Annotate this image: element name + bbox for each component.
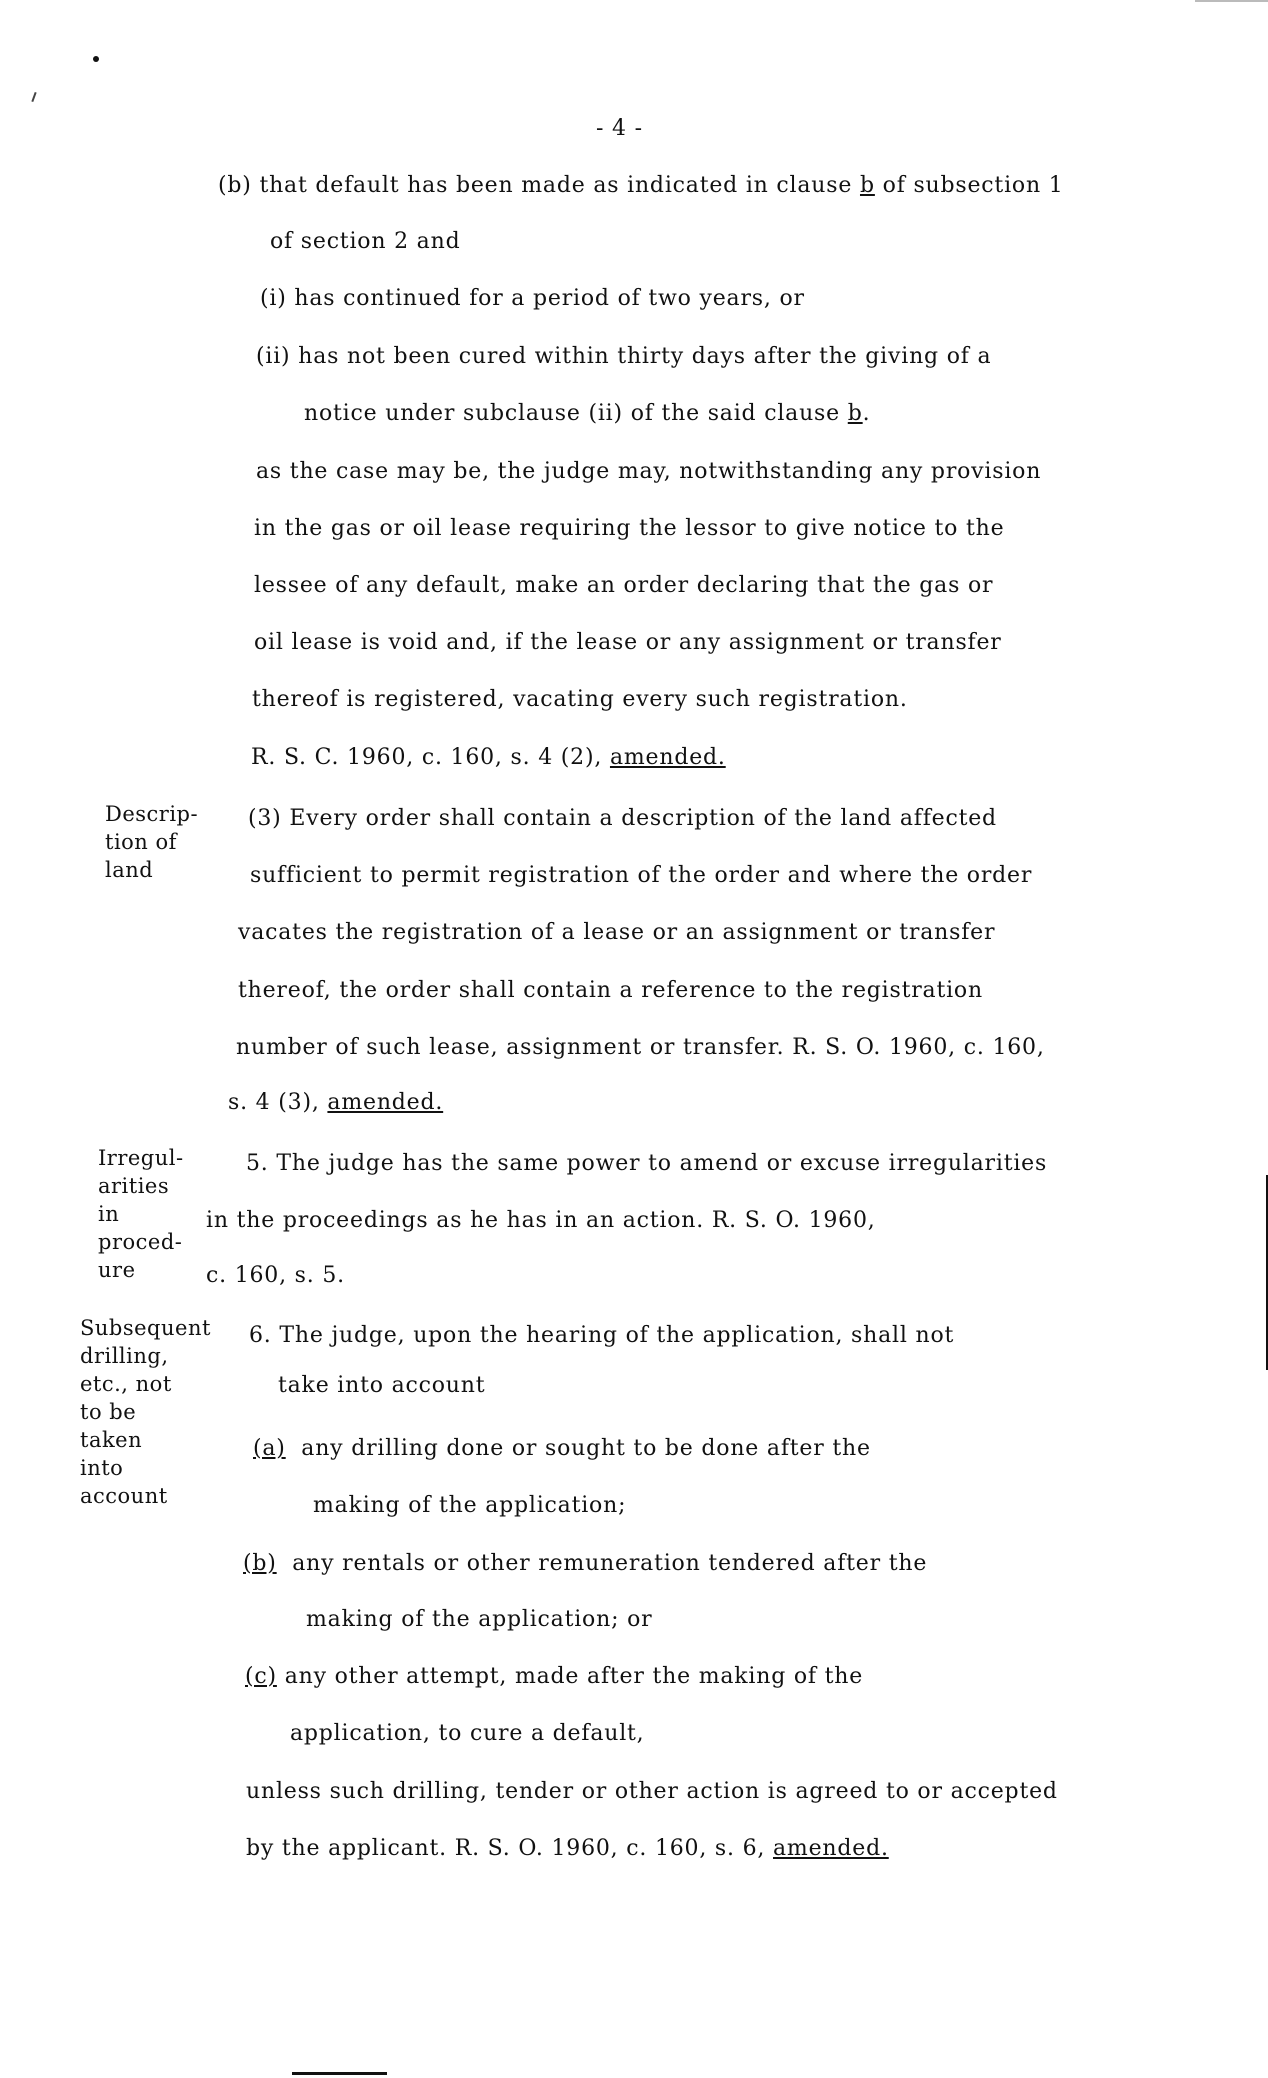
item-b-line-1: (b) any rentals or other remuneration tendered after the	[243, 1551, 928, 1576]
subsection-3-line-5: number of such lease, assignment or transfer. R. S. O. 1960, c. 160,	[236, 1035, 1045, 1060]
subsection-3-line-4: thereof, the order shall contain a reference to the registration	[238, 978, 983, 1003]
para-line-2: in the gas or oil lease requiring the lessor to give notice to the	[254, 516, 1005, 541]
top-edge-rule	[1195, 0, 1268, 2]
clause-b-line-1: (b) that default has been made as indicated in clause b of subsection 1	[218, 173, 1064, 198]
margin-note-irregularities: Irregul- arities in proced- ure	[98, 1146, 184, 1282]
clause-b-line-2: of section 2 and	[270, 229, 461, 254]
item-c-line-1: (c) any other attempt, made after the making of the	[245, 1664, 864, 1689]
section-5-line-2: in the proceedings as he has in an action. R. S. O. 1960,	[206, 1208, 876, 1233]
para-line-4: oil lease is void and, if the lease or any assignment or transfer	[254, 630, 1002, 655]
subsection-3-line-2: sufficient to permit registration of the order and where the order	[250, 863, 1033, 888]
closing-line-2: by the applicant. R. S. O. 1960, c. 160, s. 6, amended.	[246, 1836, 889, 1861]
section-5-line-3: c. 160, s. 5.	[206, 1263, 345, 1288]
punch-mark	[93, 56, 99, 62]
section-5-line-1: 5. The judge has the same power to amend or excuse irregularities	[246, 1151, 1048, 1176]
section-6-line-2: take into account	[278, 1373, 486, 1398]
item-a-line-2: making of the application;	[313, 1493, 627, 1518]
closing-line-1: unless such drilling, tender or other action is agreed to or accepted	[246, 1779, 1058, 1804]
bottom-edge-rule	[292, 2072, 387, 2075]
margin-note-subsequent: Subsequent drilling, etc., not to be taken into account	[80, 1316, 211, 1508]
stray-mark	[31, 92, 36, 102]
para-line-5: thereof is registered, vacating every such registration.	[252, 687, 908, 712]
para-line-3: lessee of any default, make an order declaring that the gas or	[254, 573, 994, 598]
page-number: - 4 -	[596, 116, 643, 141]
subclause-ii-line-2: notice under subclause (ii) of the said clause b.	[304, 401, 871, 426]
para-line-1: as the case may be, the judge may, notwithstanding any provision	[256, 459, 1042, 484]
section-6-line-1: 6. The judge, upon the hearing of the application, shall not	[249, 1323, 955, 1348]
subsection-3-line-3: vacates the registration of a lease or an assignment or transfer	[238, 920, 996, 945]
item-c-line-2: application, to cure a default,	[290, 1721, 645, 1746]
citation-4-2: R. S. C. 1960, c. 160, s. 4 (2), amended.	[251, 745, 726, 770]
citation-4-3: s. 4 (3), amended.	[228, 1090, 444, 1115]
item-b-line-2: making of the application; or	[306, 1607, 653, 1632]
subclause-i: (i) has continued for a period of two years, or	[260, 286, 805, 311]
subsection-3-line-1: (3) Every order shall contain a description of the land affected	[248, 806, 997, 831]
subclause-ii-line-1: (ii) has not been cured within thirty days after the giving of a	[256, 344, 992, 369]
item-a-line-1: (a) any drilling done or sought to be done after the	[253, 1436, 871, 1461]
margin-note-description: Descrip- tion of land	[105, 802, 199, 882]
